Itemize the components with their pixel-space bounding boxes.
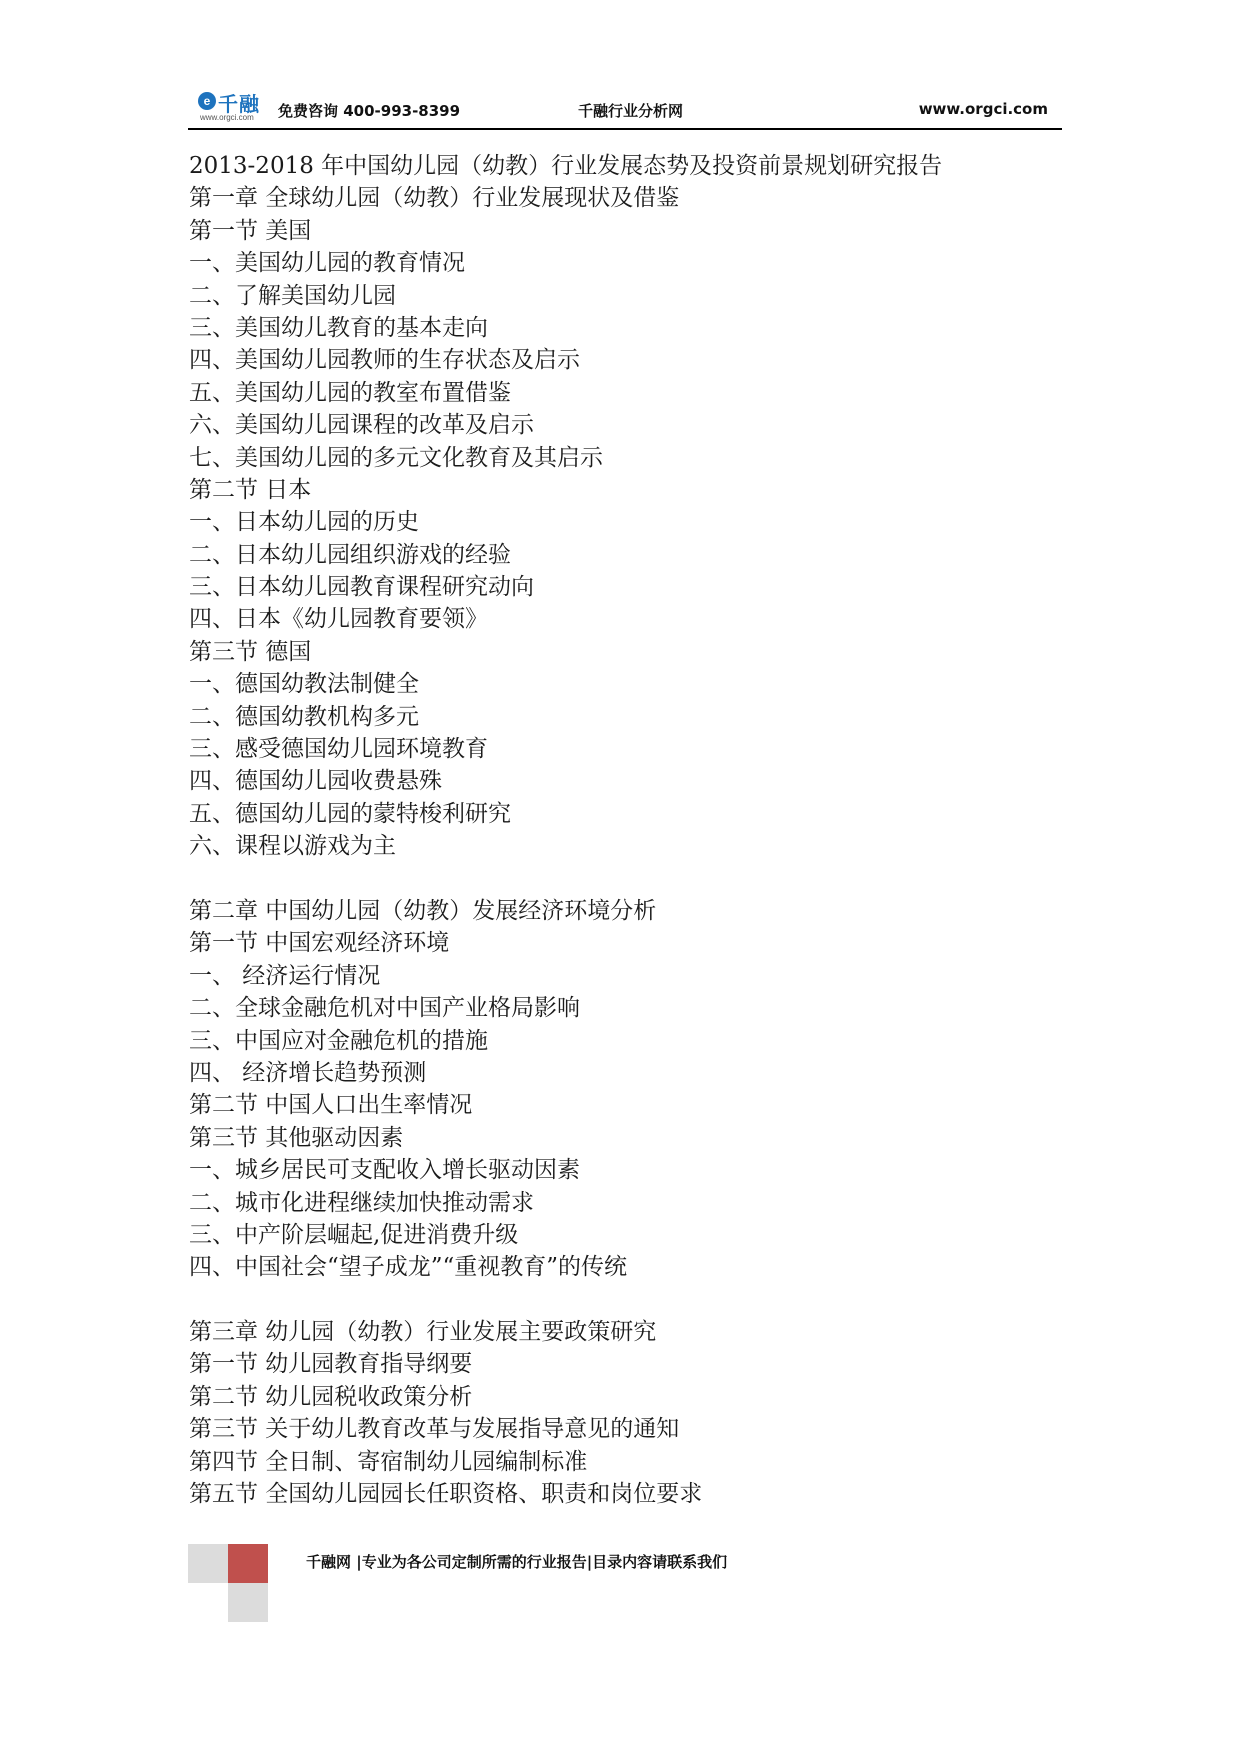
toc-line: 第二节 日本	[189, 476, 312, 503]
toc-line: 六、美国幼儿园课程的改革及启示	[189, 412, 534, 439]
toc-line: 第五节 全国幼儿园园长任职资格、职责和岗位要求	[189, 1481, 703, 1508]
footer-red-square	[228, 1544, 268, 1583]
blank-line	[189, 1284, 1069, 1316]
table-of-contents	[189, 150, 1069, 1510]
toc-line: 第二章 中国幼儿园（幼教）发展经济环境分析	[189, 897, 657, 924]
toc-line: 二、德国幼教机构多元	[189, 703, 419, 730]
page-header	[188, 86, 1062, 130]
toc-line: 第二节 幼儿园税收政策分析	[189, 1383, 473, 1410]
page-footer	[188, 1544, 1068, 1634]
header-divider	[188, 128, 1062, 130]
blank-line	[189, 863, 1069, 895]
toc-line: 四、 经济增长趋势预测	[189, 1059, 427, 1086]
toc-line: 四、日本《幼儿园教育要领》	[189, 606, 488, 633]
toc-line: 第一章 全球幼儿园（幼教）行业发展现状及借鉴	[189, 185, 680, 212]
toc-line: 一、德国幼教法制健全	[189, 671, 419, 698]
toc-line: 五、德国幼儿园的蒙特梭利研究	[189, 800, 511, 827]
toc-line: 一、 经济运行情况	[189, 962, 381, 989]
site-name: 千融行业分析网	[578, 102, 684, 120]
toc-line: 四、美国幼儿园教师的生存状态及启示	[189, 347, 580, 374]
toc-line: 一、美国幼儿园的教育情况	[189, 250, 465, 277]
logo-url: www.orgci.com	[200, 113, 254, 122]
footer-gray-square-lower	[228, 1583, 268, 1622]
toc-line: 五、美国幼儿园的教室布置借鉴	[189, 379, 511, 406]
hotline: 免费咨询 400-993-8399	[278, 102, 461, 120]
toc-line: 第四节 全日制、寄宿制幼儿园编制标准	[189, 1448, 588, 1475]
site-url[interactable]: www.orgci.com	[918, 100, 1048, 118]
toc-line: 第三节 关于幼儿教育改革与发展指导意见的通知	[189, 1416, 680, 1443]
logo-globe-icon: e	[198, 92, 216, 110]
toc-line: 第三节 其他驱动因素	[189, 1124, 404, 1151]
toc-line: 三、日本幼儿园教育课程研究动向	[189, 574, 534, 601]
toc-line: 一、日本幼儿园的历史	[189, 509, 419, 536]
toc-line: 四、德国幼儿园收费悬殊	[189, 768, 442, 795]
toc-line: 四、中国社会“望子成龙”“重视教育”的传统	[189, 1254, 628, 1281]
footer-gray-square	[188, 1544, 228, 1583]
toc-line: 第一节 幼儿园教育指导纲要	[189, 1351, 473, 1378]
toc-line: 三、感受德国幼儿园环境教育	[189, 736, 488, 763]
toc-line: 二、了解美国幼儿园	[189, 282, 396, 309]
toc-line: 一、城乡居民可支配收入增长驱动因素	[189, 1157, 580, 1184]
toc-line: 二、日本幼儿园组织游戏的经验	[189, 541, 511, 568]
toc-line: 第一节 美国	[189, 217, 312, 244]
footer-tagline: 千融网 |专业为各公司定制所需的行业报告|目录内容请联系我们	[306, 1553, 728, 1571]
logo	[198, 90, 268, 124]
toc-line: 2013-2018 年中国幼儿园（幼教）行业发展态势及投资前景规划研究报告	[189, 153, 943, 179]
toc-line: 第一节 中国宏观经济环境	[189, 930, 450, 957]
toc-line: 六、课程以游戏为主	[189, 833, 396, 860]
toc-line: 第二节 中国人口出生率情况	[189, 1092, 473, 1119]
toc-line: 二、全球金融危机对中国产业格局影响	[189, 995, 580, 1022]
toc-line: 三、美国幼儿教育的基本走向	[189, 314, 488, 341]
toc-line: 七、美国幼儿园的多元文化教育及其启示	[189, 444, 603, 471]
toc-line: 三、中产阶层崛起,促进消费升级	[189, 1221, 519, 1248]
toc-line: 第三节 德国	[189, 638, 312, 665]
toc-line: 二、城市化进程继续加快推动需求	[189, 1189, 534, 1216]
logo-brand: 千融	[218, 92, 260, 116]
toc-line: 三、中国应对金融危机的措施	[189, 1027, 488, 1054]
toc-line: 第三章 幼儿园（幼教）行业发展主要政策研究	[189, 1319, 657, 1346]
